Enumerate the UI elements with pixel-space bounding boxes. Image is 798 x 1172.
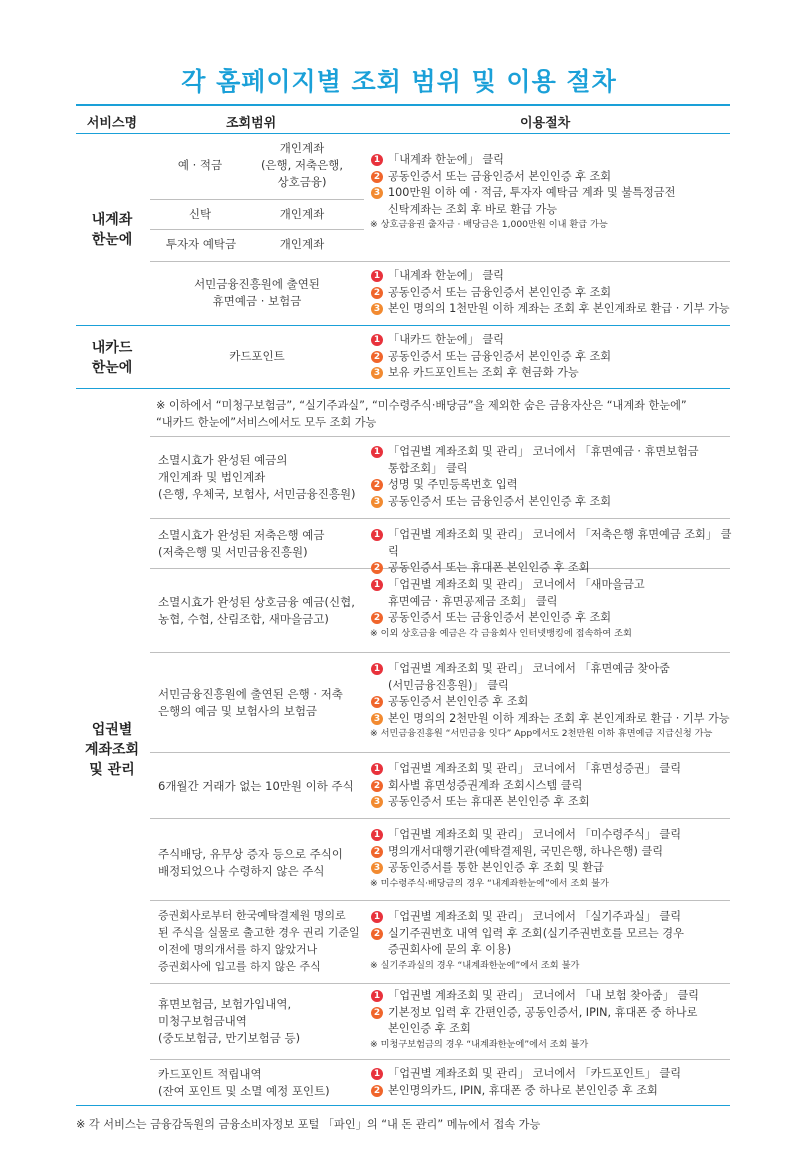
- procedure-row-4: [370, 661, 732, 741]
- procedure-step: 1 「업권별 계좌조회 및 관리」 코너에서 「실기주과실」 클릭: [370, 909, 732, 926]
- procedure-row-3: [370, 577, 732, 641]
- scope-dormant-deposit-bank: 소멸시효가 완성된 예금의 개인계좌 및 법인계좌 (은행, 우체국, 보험사, 서민금융진흥원): [158, 453, 356, 501]
- step-3-icon: 3: [371, 713, 383, 725]
- step-1-icon: 1: [371, 446, 383, 458]
- procedure-step: 2 공동인증서 또는 금융인증서 본인인증 후 조회: [370, 285, 732, 302]
- procedure-step: 1 「업권별 계좌조회 및 관리」 코너에서 「휴면예금 · 휴면보험금 통합조회」 클릭: [370, 444, 732, 477]
- procedure-step: 3 공동인증서 또는 휴대폰 본인인증 후 조회: [370, 794, 732, 811]
- procedure-my-accounts-1: [370, 152, 732, 232]
- procedure-step: 1 「업권별 계좌조회 및 관리」 코너에서 「휴면성증권」 클릭: [370, 761, 732, 778]
- scope-trust: 신탁: [188, 207, 212, 221]
- procedure-note: ※ 상호금융권 출자금 · 배당금은 1,000만원 이내 환급 가능: [370, 219, 608, 230]
- step-3-icon: 3: [371, 796, 383, 808]
- procedure-row-9: [370, 1066, 732, 1099]
- step-2-icon: 2: [371, 612, 383, 624]
- step-1-icon: 1: [371, 1068, 383, 1080]
- header-scope: 조회범위: [226, 116, 277, 131]
- procedure-step: 2 공동인증서 또는 금융인증서 본인인증 후 조회: [370, 169, 732, 186]
- row-divider: [150, 518, 730, 519]
- procedure-step: 3 공동인증서를 통한 본인인증 후 조회 및 환급: [370, 860, 732, 877]
- scope-card-points: 카드포인트: [229, 349, 285, 363]
- procedure-row-7: [370, 909, 732, 973]
- step-1-icon: 1: [371, 763, 383, 775]
- step-3-icon: 3: [371, 303, 383, 315]
- section-divider: [76, 388, 730, 389]
- step-2-icon: 2: [371, 562, 383, 574]
- step-2-icon: 2: [371, 780, 383, 792]
- procedure-step: 2 실기주권번호 내역 입력 후 조회(실기주권번호를 모르는 경우 증권회사에 문의 후 이용): [370, 926, 732, 959]
- procedure-row-6: [370, 827, 732, 891]
- procedure-step: 1 「업권별 계좌조회 및 관리」 코너에서 「미수령주식」 클릭: [370, 827, 732, 844]
- row-divider: [150, 261, 730, 262]
- procedure-step: 1 「업권별 계좌조회 및 관리」 코너에서 「내 보험 찾아줌」 클릭: [370, 988, 732, 1005]
- step-2-icon: 2: [371, 351, 383, 363]
- row-divider: [150, 652, 730, 653]
- step-1-icon: 1: [371, 334, 383, 346]
- page-title: 각 홈페이지별 조회 범위 및 이용 절차: [181, 67, 617, 96]
- procedure-step: 2 공동인증서 또는 휴대폰 본인인증 후 조회: [370, 560, 732, 577]
- step-1-icon: 1: [371, 579, 383, 591]
- scope-card-point-history: 카드포인트 적립내역 (잔여 포인트 및 소멸 예정 포인트): [158, 1067, 330, 1098]
- step-2-icon: 2: [371, 1085, 383, 1097]
- procedure-step: 2 본인명의카드, IPIN, 휴대폰 중 하나로 본인인증 후 조회: [370, 1083, 732, 1100]
- step-2-icon: 2: [371, 846, 383, 858]
- step-2-icon: 2: [371, 928, 383, 940]
- scope-insurance: 휴면보험금, 보험가입내역, 미청구보험금내역 (중도보험금, 만기보험금 등): [158, 997, 301, 1045]
- procedure-step: 3 본인 명의의 2천만원 이하 계좌는 조회 후 본인계좌로 환급 · 기부 가능: [370, 711, 732, 728]
- scope-microfinance-dormant: 서민금융진흥원에 출연된 은행 · 저축 은행의 예금 및 보험사의 보험금: [158, 687, 343, 718]
- scope-dormant-deposit: 서민금융진흥원에 출연된 휴면예금 · 보험금: [194, 277, 320, 308]
- step-2-icon: 2: [371, 696, 383, 708]
- section-my-cards: 내카드 한눈에: [91, 340, 133, 376]
- step-2-icon: 2: [371, 479, 383, 491]
- procedure-step: 1 「내카드 한눈에」 클릭: [370, 332, 732, 349]
- procedure-step: 2 성명 및 주민등록번호 입력: [370, 477, 732, 494]
- step-3-icon: 3: [371, 187, 383, 199]
- scope-investor-deposit: 투자자 예탁금: [165, 237, 237, 251]
- procedure-step: 1 「업권별 계좌조회 및 관리」 코너에서 「새마을금고 휴면예금 · 휴면공제금 조회」 클릭: [370, 577, 732, 610]
- procedure-step: 2 기본정보 입력 후 간편인증, 공동인증서, IPIN, 휴대폰 중 하나로 본인인증 후 조회: [370, 1005, 732, 1038]
- procedure-my-cards: [370, 332, 732, 382]
- procedure-step: 3 100만원 이하 예 · 적금, 투자자 예탁금 계좌 및 불특정금전 신탁계좌는 조회 후 바로 환급 가능: [370, 185, 732, 218]
- scope-dormant-stock: 6개월간 거래가 없는 10만원 이하 주식: [158, 779, 354, 793]
- procedure-row-8: [370, 988, 732, 1052]
- step-1-icon: 1: [371, 663, 383, 675]
- procedure-step: 3 보유 카드포인트는 조회 후 현금화 가능: [370, 365, 732, 382]
- section-divider: [76, 325, 730, 326]
- step-1-icon: 1: [371, 529, 383, 541]
- procedure-note: ※ 실기주과실의 경우 “내계좌한눈에”에서 조회 불가: [370, 959, 580, 971]
- procedure-note: ※ 이외 상호금융 예금은 각 금융회사 인터넷뱅킹에 접속하여 조회: [370, 627, 632, 639]
- procedure-row-5: [370, 761, 732, 811]
- procedure-step: 3 공동인증서 또는 금융인증서 본인인증 후 조회: [370, 494, 732, 511]
- section-industry-accounts: 업권별 계좌조회 및 관리: [84, 722, 140, 778]
- section-my-accounts: 내계좌 한눈에: [91, 212, 133, 248]
- scope-deposit-type: 개인계좌 (은행, 저축은행, 상호금융): [260, 141, 344, 189]
- procedure-step: 1 「내계좌 한눈에」 클릭: [370, 268, 732, 285]
- step-3-icon: 3: [371, 862, 383, 874]
- step-2-icon: 2: [371, 171, 383, 183]
- row-divider: [150, 229, 364, 230]
- scope-trust-type: 개인계좌: [279, 207, 325, 221]
- scope-unclaimed-dividend: 증권회사로부터 한국예탁결제원 명의로 된 주식을 실물로 출고한 경우 권리 기준일 이전에 명의개서를 하지 않았거나 증권회사에 입고를 하지 않은 주식: [158, 909, 360, 973]
- procedure-step: 2 공동인증서 또는 금융인증서 본인인증 후 조회: [370, 349, 732, 366]
- procedure-step: 1 「내계좌 한눈에」 클릭: [370, 152, 732, 169]
- scope-deposit: 예 · 적금: [177, 158, 223, 172]
- procedure-step: 1 「업권별 계좌조회 및 관리」 코너에서 「카드포인트」 클릭: [370, 1066, 732, 1083]
- procedure-row-2: [370, 527, 732, 577]
- step-2-icon: 2: [371, 287, 383, 299]
- scope-savings-bank: 소멸시효가 완성된 저축은행 예금 (저축은행 및 서민금융진흥원): [158, 528, 325, 559]
- step-1-icon: 1: [371, 270, 383, 282]
- table-header: [76, 104, 730, 134]
- table-bottom-border: [76, 1105, 730, 1106]
- step-1-icon: 1: [371, 829, 383, 841]
- row-divider: [150, 436, 730, 437]
- step-3-icon: 3: [371, 367, 383, 379]
- scope-mutual-finance: 소멸시효가 완성된 상호금융 예금(신협, 농협, 수협, 산림조합, 새마을금고): [158, 595, 355, 626]
- row-divider: [150, 818, 730, 819]
- row-divider: [150, 752, 730, 753]
- procedure-note: ※ 미수령주식·배당금의 경우 “내계좌한눈에”에서 조회 불가: [370, 877, 609, 889]
- procedure-note: ※ 미청구보험금의 경우 “내계좌한눈에”에서 조회 불가: [370, 1038, 589, 1050]
- section-note: ※ 이하에서 “미청구보험금”, “실기주과실”, “미수령주식·배당금”을 제외한 숨은 금융자산은 “내계좌 한눈에” “내카드 한눈에”서비스에서도 모두 조회 가능: [156, 399, 687, 429]
- row-divider: [150, 983, 730, 984]
- procedure-note: ※ 서민금융진흥원 “서민금융 잇다” App에서도 2천만원 이하 휴면예금 지급신청 가능: [370, 728, 713, 739]
- procedure-step: 2 회사별 휴면성증권계좌 조회시스템 클릭: [370, 778, 732, 795]
- procedure-step: 2 공동인증서 본인인증 후 조회: [370, 694, 732, 711]
- scope-investor-type: 개인계좌: [279, 237, 325, 251]
- procedure-step: 2 공동인증서 또는 금융인증서 본인인증 후 조회: [370, 610, 732, 627]
- procedure-step: 3 본인 명의의 1천만원 이하 계좌는 조회 후 본인계좌로 환급 · 기부 가능: [370, 301, 732, 318]
- procedure-my-accounts-2: [370, 268, 732, 318]
- step-1-icon: 1: [371, 990, 383, 1002]
- header-service-name: 서비스명: [86, 116, 138, 131]
- row-divider: [150, 1059, 730, 1060]
- procedure-step: 1 「업권별 계좌조회 및 관리」 코너에서 「저축은행 휴면예금 조회」 클릭: [370, 527, 732, 560]
- row-divider: [150, 199, 364, 200]
- step-1-icon: 1: [371, 154, 383, 166]
- procedure-step: 1 「업권별 계좌조회 및 관리」 코너에서 「휴면예금 찾아줌 (서민금융진흥원)」 클릭: [370, 661, 732, 694]
- step-3-icon: 3: [371, 496, 383, 508]
- header-procedure: 이용절차: [520, 116, 571, 131]
- procedure-row-1: [370, 444, 732, 510]
- step-1-icon: 1: [371, 911, 383, 923]
- scope-unclaimed-stock: 주식배당, 유무상 증자 등으로 주식이 배정되었으나 수령하지 않은 주식: [158, 847, 343, 878]
- step-2-icon: 2: [371, 1007, 383, 1019]
- footer-note: ※ 각 서비스는 금융감독원의 금융소비자정보 포털 「파인」의 “내 돈 관리” 메뉴에서 접속 가능: [76, 1118, 541, 1131]
- row-divider: [150, 900, 730, 901]
- procedure-step: 2 명의개서대행기관(예탁결제원, 국민은행, 하나은행) 클릭: [370, 844, 732, 861]
